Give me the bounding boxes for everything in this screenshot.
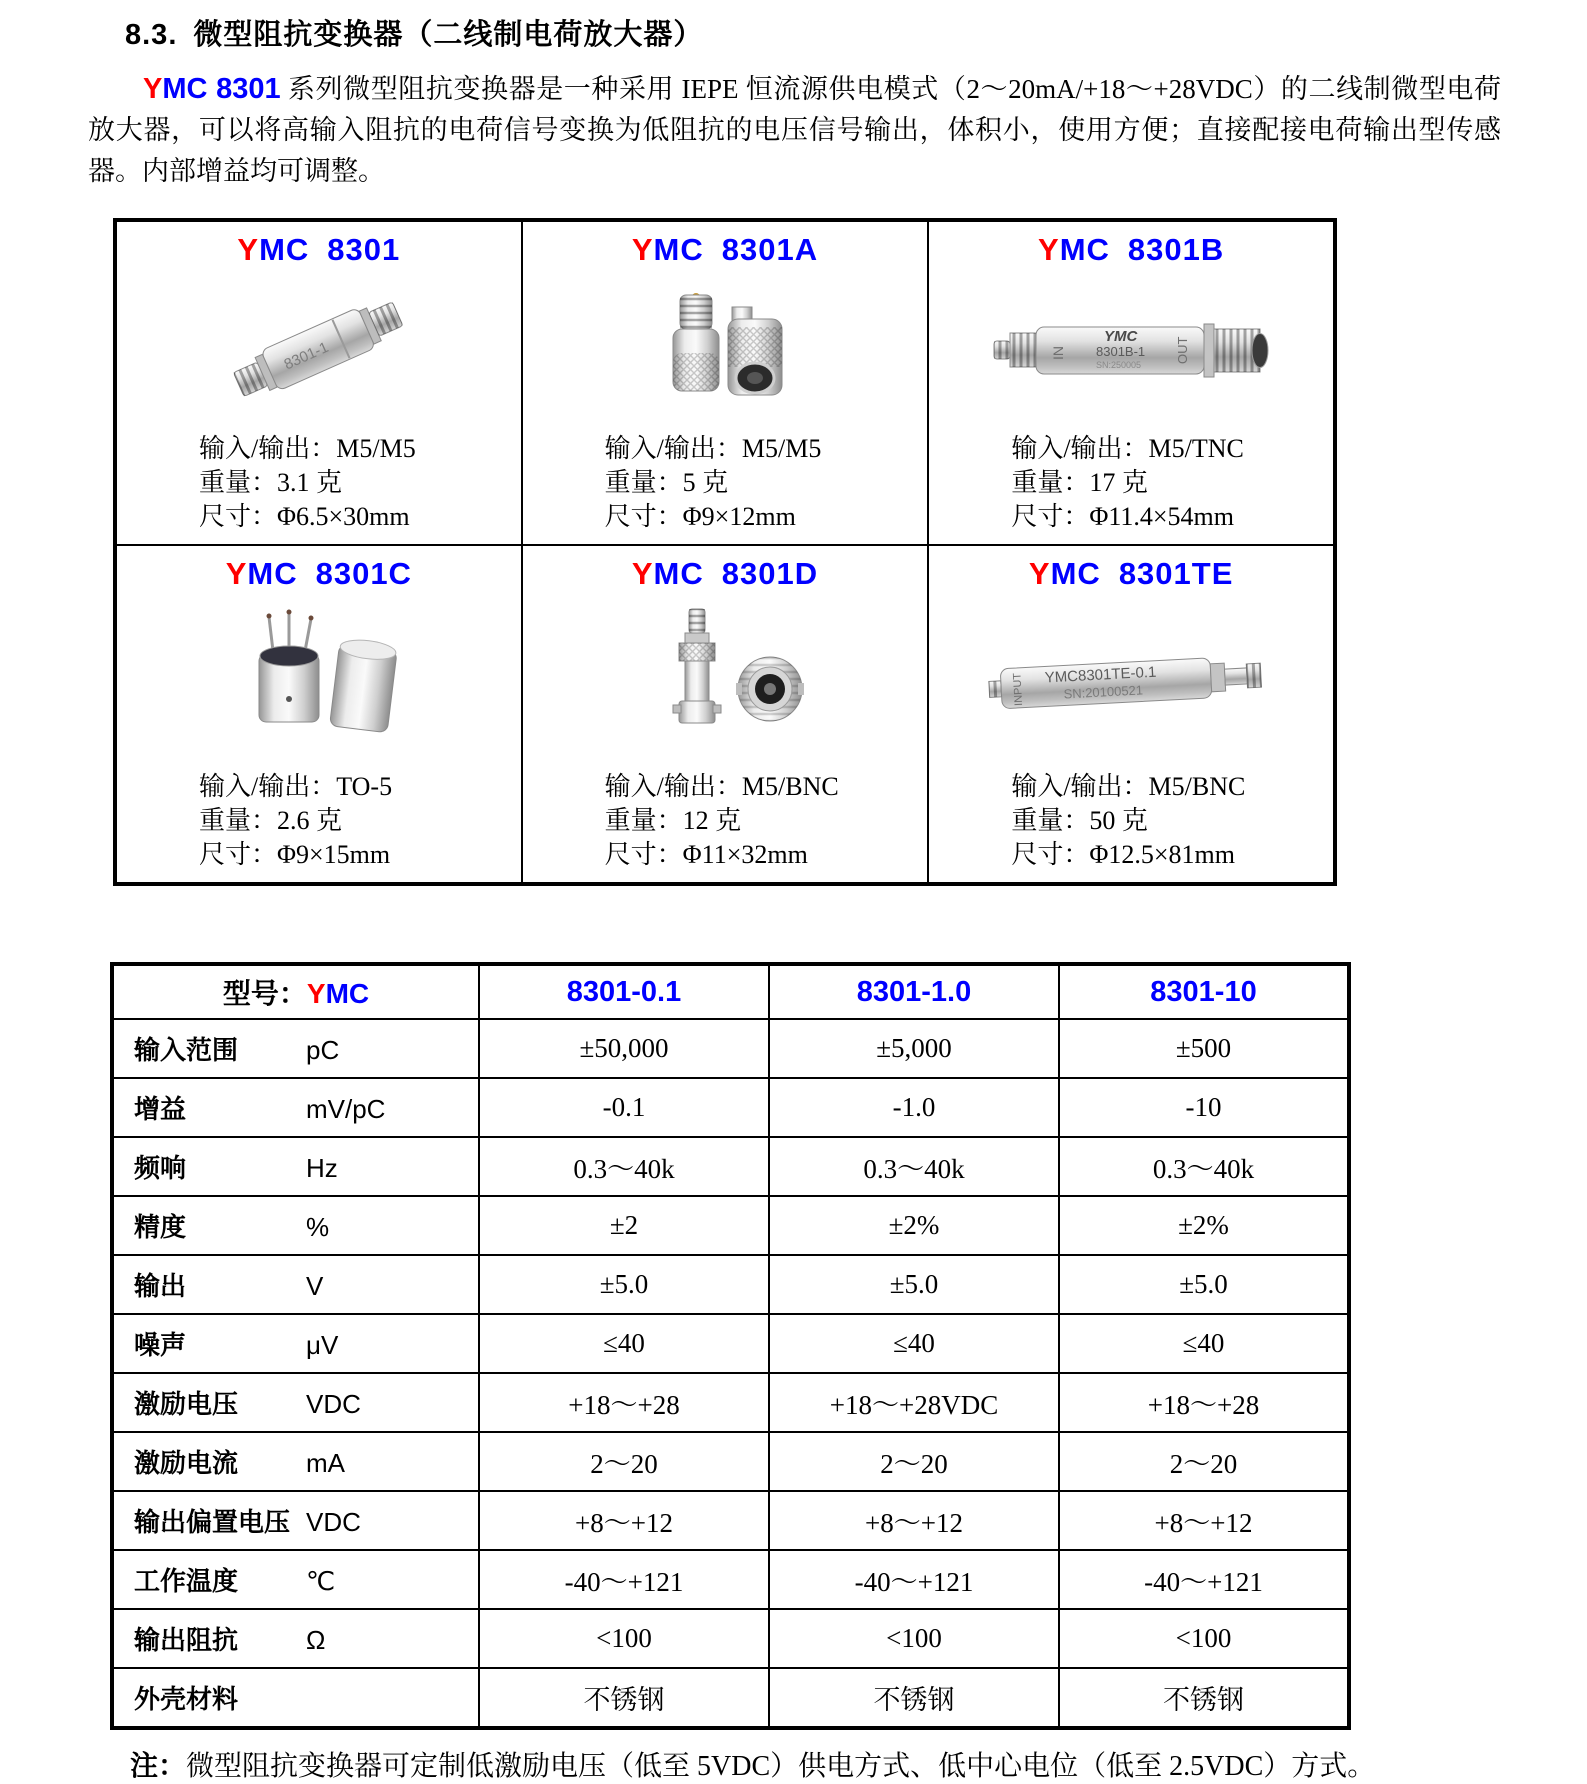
spec-size bbox=[199, 500, 511, 534]
spec-io-label: 输入/输出： bbox=[1011, 434, 1149, 463]
spec-size-value: Φ6.5×30mm bbox=[277, 502, 410, 531]
spec-table bbox=[110, 962, 1351, 1730]
spec-value: 不锈钢 bbox=[769, 1668, 1059, 1728]
product-cell-8301c bbox=[115, 545, 522, 884]
product-title bbox=[929, 222, 1333, 268]
row-label: 输出 bbox=[134, 1271, 187, 1301]
spec-value: -40～+121 bbox=[1059, 1550, 1349, 1609]
product-card-8301 bbox=[117, 222, 521, 544]
row-label: 输出阻抗 bbox=[134, 1625, 239, 1655]
row-unit: VDC bbox=[306, 1389, 361, 1419]
column-header: 8301-10 bbox=[1150, 975, 1257, 1008]
spec-weight-label: 重量： bbox=[604, 468, 683, 497]
spec-row-label-cell bbox=[112, 1668, 479, 1728]
product-image-8301d bbox=[605, 599, 845, 764]
product-model: 8301D bbox=[721, 556, 819, 591]
product-card-8301d bbox=[523, 546, 928, 882]
brand-mc: MC bbox=[653, 556, 704, 591]
product-specs bbox=[523, 432, 928, 544]
spec-weight-value: 50 克 bbox=[1089, 806, 1148, 835]
section-title: 微型阻抗变换器（二线制电荷放大器） bbox=[193, 19, 704, 51]
row-unit: Hz bbox=[306, 1153, 338, 1183]
spec-row-gain bbox=[112, 1078, 1349, 1137]
row-label: 输入范围 bbox=[134, 1035, 239, 1065]
spec-row-label-cell bbox=[112, 1314, 479, 1373]
row-label: 精度 bbox=[134, 1212, 187, 1242]
brand-ymc-model: MC 8301 bbox=[162, 73, 281, 105]
row-unit: Ω bbox=[306, 1625, 326, 1655]
spec-size bbox=[605, 500, 918, 534]
product-model: 8301C bbox=[315, 556, 412, 591]
engraving-input: INPUT bbox=[1011, 672, 1026, 707]
brand-y: Y bbox=[1038, 232, 1060, 267]
row-unit: VDC bbox=[306, 1507, 361, 1537]
brand-y: Y bbox=[631, 232, 654, 267]
spec-weight-value: 5 克 bbox=[682, 468, 729, 497]
spec-io-label: 输入/输出： bbox=[604, 434, 742, 463]
spec-value: ±2 bbox=[479, 1196, 769, 1255]
brand-ymc-y: Y bbox=[143, 73, 163, 105]
spec-weight-label: 重量： bbox=[199, 468, 278, 497]
spec-header-col-1 bbox=[479, 964, 769, 1019]
spec-row-operating-temperature bbox=[112, 1550, 1349, 1609]
spec-size bbox=[605, 838, 918, 872]
spec-value: ≤40 bbox=[479, 1314, 769, 1373]
engraving-sn: SN:250005 bbox=[1096, 360, 1142, 370]
product-title bbox=[929, 546, 1333, 592]
section-heading bbox=[0, 0, 1587, 53]
spec-row-input-range bbox=[112, 1019, 1349, 1078]
product-specs bbox=[929, 770, 1333, 882]
spec-value: 不锈钢 bbox=[1059, 1668, 1349, 1728]
brand-y: Y bbox=[631, 556, 654, 591]
spec-weight bbox=[199, 804, 511, 838]
spec-value: 0.3～40k bbox=[769, 1137, 1059, 1196]
spec-value: <100 bbox=[1059, 1609, 1349, 1668]
spec-weight-label: 重量： bbox=[1011, 468, 1090, 497]
spec-io-label: 输入/输出： bbox=[199, 434, 337, 463]
brand-mc: MC bbox=[1050, 556, 1101, 591]
spec-value: ±5,000 bbox=[769, 1019, 1059, 1078]
spec-size-label: 尺寸： bbox=[1011, 840, 1090, 869]
spec-io bbox=[199, 770, 511, 804]
spec-weight bbox=[199, 466, 511, 500]
product-image-8301 bbox=[194, 273, 444, 428]
brand-y: Y bbox=[237, 232, 260, 267]
spec-value: 2～20 bbox=[479, 1432, 769, 1491]
product-image-8301te bbox=[971, 606, 1291, 756]
product-specs bbox=[523, 770, 928, 882]
spec-value: ±2% bbox=[1059, 1196, 1349, 1255]
spec-io-value: M5/BNC bbox=[741, 772, 839, 801]
row-unit: mV/pC bbox=[306, 1094, 386, 1124]
spec-value: -40～+121 bbox=[769, 1550, 1059, 1609]
spec-row-label-cell bbox=[112, 1078, 479, 1137]
spec-weight-label: 重量： bbox=[604, 806, 683, 835]
spec-row-label-cell bbox=[112, 1609, 479, 1668]
spec-value: +18～+28 bbox=[479, 1373, 769, 1432]
engraving-sn: SN:20100521 bbox=[1063, 682, 1144, 702]
spec-value: +8～+12 bbox=[1059, 1491, 1349, 1550]
product-model: 8301B bbox=[1127, 232, 1225, 267]
row-label: 噪声 bbox=[134, 1330, 187, 1360]
spec-io bbox=[605, 432, 918, 466]
spec-io bbox=[605, 770, 918, 804]
footnote-text: 微型阻抗变换器可定制低激励电压（低至 5VDC）供电方式、低中心电位（低至 2.5VDC）方式。 bbox=[186, 1751, 1376, 1782]
spec-value: +8～+12 bbox=[769, 1491, 1059, 1550]
row-unit: mA bbox=[306, 1448, 345, 1478]
brand-mc: MC bbox=[653, 232, 704, 267]
spec-row-output-impedance bbox=[112, 1609, 1349, 1668]
row-unit: % bbox=[306, 1212, 330, 1242]
spec-value: ±500 bbox=[1059, 1019, 1349, 1078]
spec-row-frequency bbox=[112, 1137, 1349, 1196]
engraving-in: IN bbox=[1050, 346, 1067, 360]
spec-value: ±50,000 bbox=[479, 1019, 769, 1078]
row-label: 激励电压 bbox=[134, 1389, 239, 1419]
spec-value: ±5.0 bbox=[479, 1255, 769, 1314]
spec-size-label: 尺寸： bbox=[199, 840, 278, 869]
footnote-prefix: 注： bbox=[130, 1750, 187, 1781]
row-unit: V bbox=[306, 1271, 324, 1301]
spec-value: <100 bbox=[479, 1609, 769, 1668]
spec-value: -40～+121 bbox=[479, 1550, 769, 1609]
spec-weight-value: 12 克 bbox=[682, 806, 742, 835]
spec-weight-value: 3.1 克 bbox=[277, 468, 343, 497]
spec-value: -0.1 bbox=[479, 1078, 769, 1137]
spec-weight-label: 重量： bbox=[1011, 806, 1090, 835]
spec-io-value: M5/M5 bbox=[336, 434, 416, 463]
spec-io bbox=[1011, 770, 1323, 804]
model-label: 型号： bbox=[222, 978, 307, 1009]
spec-row-accuracy bbox=[112, 1196, 1349, 1255]
engraving-model: 8301-1 bbox=[281, 338, 331, 373]
spec-value: ≤40 bbox=[769, 1314, 1059, 1373]
spec-io bbox=[199, 432, 511, 466]
engraving-model: YMC8301TE-0.1 bbox=[1044, 663, 1157, 687]
product-image-8301c bbox=[199, 599, 439, 764]
spec-row-output-bias-voltage bbox=[112, 1491, 1349, 1550]
spec-header-col-3 bbox=[1059, 964, 1349, 1019]
spec-weight-value: 17 克 bbox=[1089, 468, 1148, 497]
spec-value: -10 bbox=[1059, 1078, 1349, 1137]
spec-size-label: 尺寸： bbox=[604, 502, 683, 531]
product-specs bbox=[117, 770, 521, 882]
product-row-2 bbox=[115, 545, 1335, 884]
spec-io-label: 输入/输出： bbox=[1011, 772, 1149, 801]
spec-io-value: M5/BNC bbox=[1148, 772, 1246, 801]
row-label: 增益 bbox=[134, 1094, 187, 1124]
brand-mc: MC bbox=[247, 556, 298, 591]
row-label: 外壳材料 bbox=[134, 1684, 239, 1714]
spec-header-col-2 bbox=[769, 964, 1059, 1019]
footnote bbox=[130, 1744, 1587, 1784]
spec-weight bbox=[605, 466, 918, 500]
column-header: 8301-1.0 bbox=[856, 975, 972, 1008]
spec-row-housing-material bbox=[112, 1668, 1349, 1728]
row-unit: μV bbox=[306, 1330, 339, 1360]
product-photo-8301a bbox=[523, 268, 928, 432]
section-number: 8.3. bbox=[125, 19, 178, 51]
spec-weight bbox=[1011, 466, 1323, 500]
spec-size-value: Φ12.5×81mm bbox=[1089, 840, 1235, 869]
spec-io-label: 输入/输出： bbox=[199, 772, 337, 801]
spec-value: +8～+12 bbox=[479, 1491, 769, 1550]
spec-value: 0.3～40k bbox=[1059, 1137, 1349, 1196]
spec-value: ±5.0 bbox=[1059, 1255, 1349, 1314]
spec-size bbox=[199, 838, 511, 872]
product-model: 8301 bbox=[327, 232, 401, 267]
spec-row-output bbox=[112, 1255, 1349, 1314]
spec-size bbox=[1011, 500, 1323, 534]
spec-header-model bbox=[112, 964, 479, 1019]
product-photo-8301 bbox=[117, 268, 521, 432]
product-title bbox=[117, 546, 521, 592]
spec-size-value: Φ9×12mm bbox=[682, 502, 796, 531]
spec-value: <100 bbox=[769, 1609, 1059, 1668]
brand-y: Y bbox=[1028, 556, 1051, 591]
spec-value: ±2% bbox=[769, 1196, 1059, 1255]
product-card-8301b bbox=[929, 222, 1333, 544]
brand-mc: MC bbox=[325, 978, 370, 1009]
product-image-8301b bbox=[976, 275, 1286, 425]
spec-row-label-cell bbox=[112, 1550, 479, 1609]
product-image-8301a bbox=[610, 275, 840, 425]
product-card-8301a bbox=[523, 222, 928, 544]
product-model: 8301TE bbox=[1118, 556, 1234, 591]
brand-mc: MC bbox=[259, 232, 310, 267]
product-photo-8301c bbox=[117, 592, 521, 770]
spec-row-label-cell bbox=[112, 1373, 479, 1432]
spec-value: 2～20 bbox=[1059, 1432, 1349, 1491]
spec-weight-label: 重量： bbox=[199, 806, 278, 835]
intro-paragraph bbox=[88, 69, 1501, 192]
spec-io-value: TO-5 bbox=[336, 772, 393, 801]
product-title bbox=[523, 222, 928, 268]
row-unit: pC bbox=[306, 1035, 340, 1065]
product-cell-8301te bbox=[928, 545, 1335, 884]
product-card-8301te bbox=[929, 546, 1333, 882]
product-model: 8301A bbox=[721, 232, 819, 267]
product-row-1 bbox=[115, 220, 1335, 545]
spec-size-value: Φ11.4×54mm bbox=[1089, 502, 1234, 531]
product-title bbox=[117, 222, 521, 268]
spec-table-header-row bbox=[112, 964, 1349, 1019]
brand-mc: MC bbox=[1059, 232, 1110, 267]
product-cell-8301a bbox=[522, 220, 929, 545]
row-label: 激励电流 bbox=[134, 1448, 239, 1478]
spec-size bbox=[1011, 838, 1323, 872]
row-label: 频响 bbox=[134, 1153, 187, 1183]
spec-row-label-cell bbox=[112, 1255, 479, 1314]
spec-io bbox=[1011, 432, 1323, 466]
spec-weight bbox=[1011, 804, 1323, 838]
spec-value: 0.3～40k bbox=[479, 1137, 769, 1196]
spec-row-label-cell bbox=[112, 1432, 479, 1491]
spec-row-excitation-voltage bbox=[112, 1373, 1349, 1432]
spec-value: +18～+28 bbox=[1059, 1373, 1349, 1432]
spec-io-label: 输入/输出： bbox=[604, 772, 742, 801]
spec-value: ≤40 bbox=[1059, 1314, 1349, 1373]
spec-value: +18～+28VDC bbox=[769, 1373, 1059, 1432]
spec-row-label-cell bbox=[112, 1491, 479, 1550]
spec-value: 不锈钢 bbox=[479, 1668, 769, 1728]
product-photo-8301te bbox=[929, 592, 1333, 770]
intro-text: 系列微型阻抗变换器是一种采用 IEPE 恒流源供电模式（2～20mA/+18～+28VDC）的二线制微型电荷放大器，可以将高输入阻抗的电荷信号变换为低阻抗的电压信号输出，体积小，使用方便；直接配接电荷输出型传感器。内部增益均可调整。 bbox=[88, 74, 1502, 186]
row-unit: ℃ bbox=[306, 1566, 336, 1596]
spec-row-label-cell bbox=[112, 1137, 479, 1196]
engraving-out: OUT bbox=[1175, 336, 1191, 364]
product-photo-8301d bbox=[523, 592, 928, 770]
spec-value: -1.0 bbox=[769, 1078, 1059, 1137]
spec-size-label: 尺寸： bbox=[604, 840, 683, 869]
row-label: 工作温度 bbox=[134, 1566, 239, 1596]
product-cell-8301 bbox=[115, 220, 522, 545]
product-cell-8301d bbox=[522, 545, 929, 884]
spec-weight bbox=[605, 804, 918, 838]
spec-size-value: Φ9×15mm bbox=[277, 840, 391, 869]
spec-io-value: M5/M5 bbox=[741, 434, 822, 463]
spec-value: 2～20 bbox=[769, 1432, 1059, 1491]
product-gallery-table bbox=[113, 218, 1337, 886]
spec-value: ±5.0 bbox=[769, 1255, 1059, 1314]
engraving-model: 8301B-1 bbox=[1096, 344, 1146, 359]
spec-weight-value: 2.6 克 bbox=[277, 806, 343, 835]
product-title bbox=[523, 546, 928, 592]
product-photo-8301b bbox=[929, 268, 1333, 432]
engraving-logo: YMC bbox=[1104, 328, 1138, 345]
row-label: 输出偏置电压 bbox=[134, 1507, 291, 1537]
spec-row-excitation-current bbox=[112, 1432, 1349, 1491]
product-specs bbox=[117, 432, 521, 544]
spec-io-value: M5/TNC bbox=[1148, 434, 1244, 463]
product-specs bbox=[929, 432, 1333, 544]
spec-size-label: 尺寸： bbox=[1011, 502, 1090, 531]
product-card-8301c bbox=[117, 546, 521, 882]
brand-y: Y bbox=[225, 556, 248, 591]
product-cell-8301b bbox=[928, 220, 1335, 545]
spec-row-noise bbox=[112, 1314, 1349, 1373]
spec-row-label-cell bbox=[112, 1019, 479, 1078]
column-header: 8301-0.1 bbox=[566, 975, 682, 1008]
spec-size-label: 尺寸： bbox=[199, 502, 278, 531]
brand-y: Y bbox=[306, 978, 326, 1009]
spec-row-label-cell bbox=[112, 1196, 479, 1255]
spec-size-value: Φ11×32mm bbox=[682, 840, 808, 869]
